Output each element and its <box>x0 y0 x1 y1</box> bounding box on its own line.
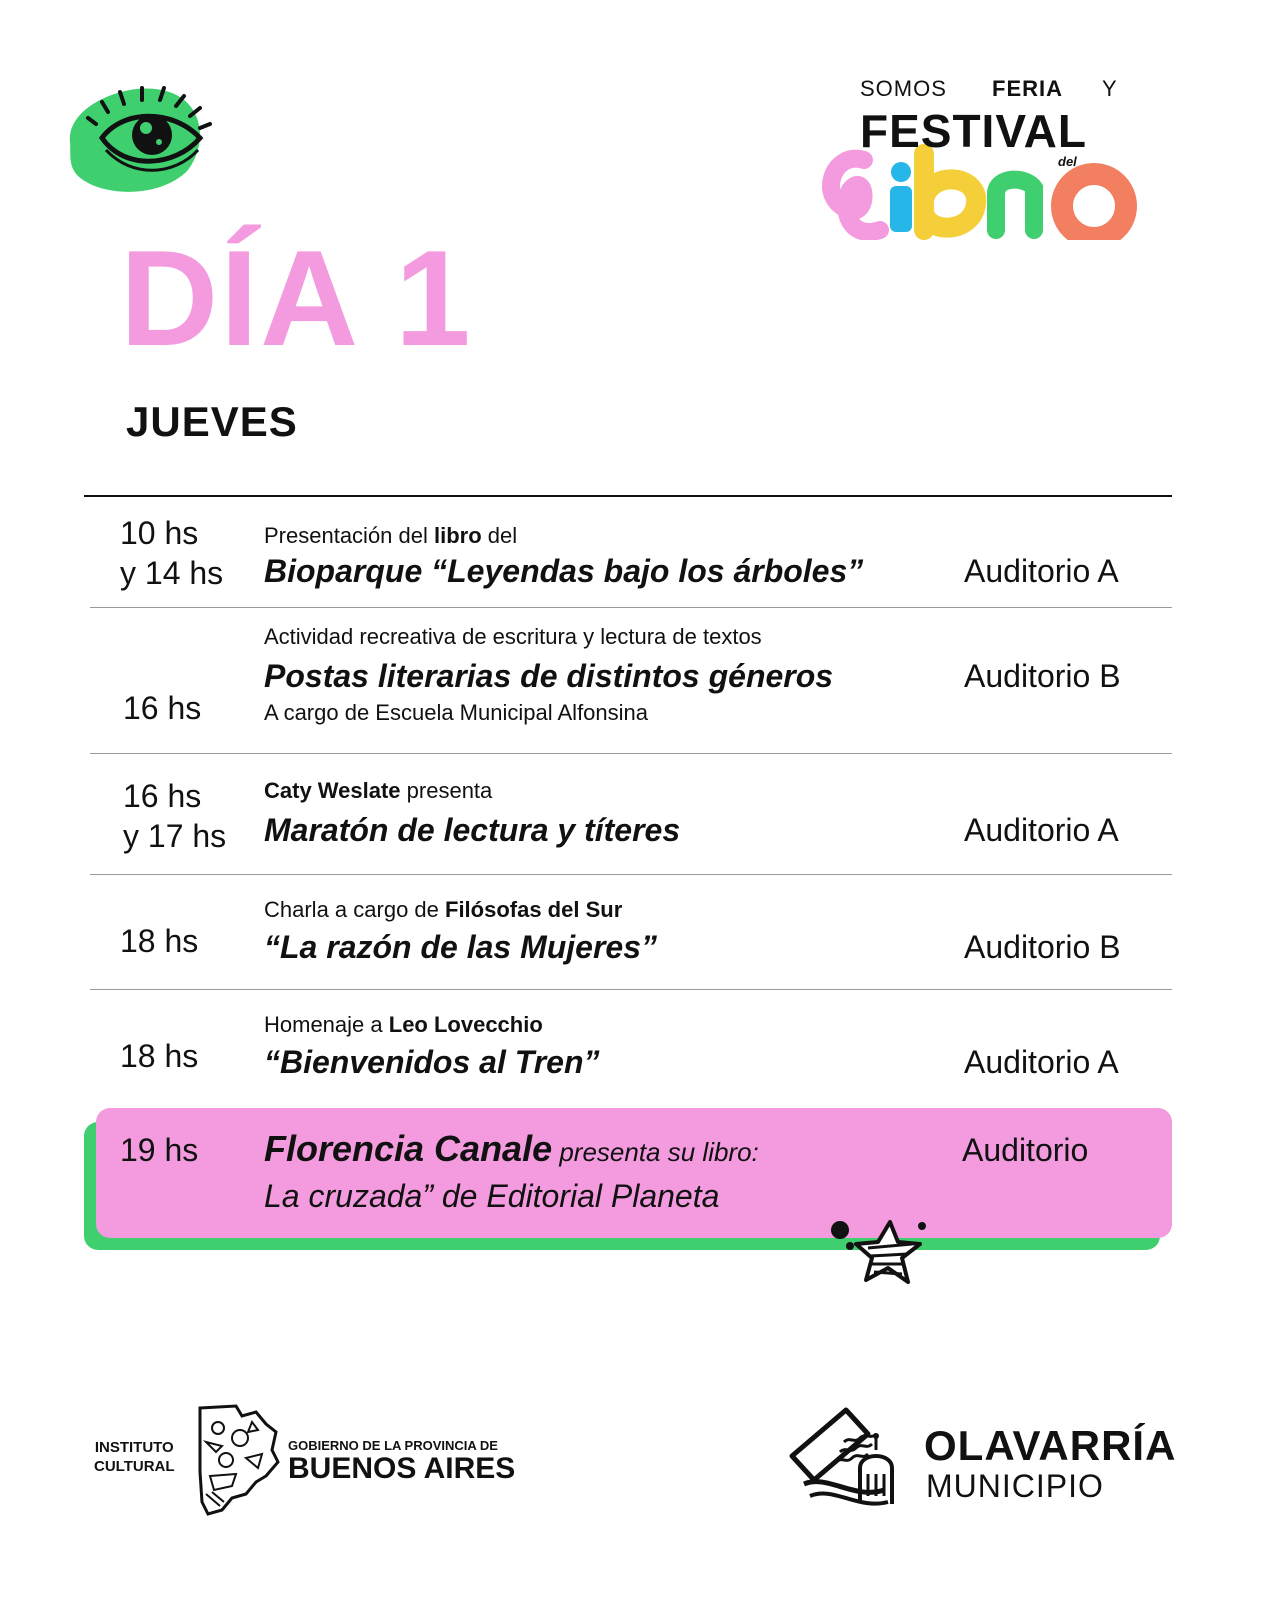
buenos-aires-label: BUENOS AIRES <box>288 1452 516 1485</box>
event-intro: Actividad recreativa de escritura y lectura de textos <box>264 624 762 649</box>
weekday: JUEVES <box>126 398 298 445</box>
logo-y: Y <box>1102 76 1117 101</box>
event-time: 18 hs <box>120 1038 199 1074</box>
event-time: 10 hs y 14 hs <box>120 515 224 591</box>
olavarria-label: OLAVARRÍA <box>924 1422 1177 1469</box>
event-intro: Caty Weslate presenta <box>264 778 493 803</box>
event-time: 16 hs <box>123 690 202 726</box>
event-venue: Auditorio B <box>964 658 1121 694</box>
event-venue: Auditorio A <box>964 812 1119 848</box>
event-time: 19 hs <box>120 1132 199 1168</box>
event-title: Florencia Canale presenta su libro: <box>264 1128 759 1169</box>
schedule-row <box>90 608 1172 753</box>
schedule-row <box>90 754 1172 874</box>
event-title: Postas literarias de distintos géneros <box>264 658 834 694</box>
festival-logo <box>820 70 1180 240</box>
event-venue: Auditorio A <box>964 553 1119 589</box>
event-organizer: A cargo de Escuela Municipal Alfonsina <box>264 700 649 725</box>
olavarria-emblem-icon <box>784 1404 914 1516</box>
event-intro: Presentación del libro del <box>264 523 518 548</box>
event-title: Bioparque “Leyendas bajo los árboles” <box>264 553 864 589</box>
logo-feria: FERIA <box>992 76 1063 101</box>
logo-somos: SOMOS <box>860 76 947 101</box>
event-title: “Bienvenidos al Tren” <box>264 1044 600 1080</box>
buenos-aires-map-icon <box>196 1402 280 1518</box>
eye-logo-icon <box>62 80 222 200</box>
event-venue: Auditorio <box>962 1132 1089 1168</box>
schedule-row <box>90 497 1172 607</box>
olavarria-logo <box>784 1400 1184 1520</box>
day-title: DÍA 1 <box>120 222 473 374</box>
event-venue: Auditorio A <box>964 1044 1119 1080</box>
event-intro: Homenaje a Leo Lovecchio <box>264 1012 543 1037</box>
municipio-label: MUNICIPIO <box>926 1468 1104 1504</box>
star-icon <box>826 1214 936 1290</box>
schedule-row <box>90 990 1172 1105</box>
event-venue: Auditorio B <box>964 929 1121 965</box>
event-title: “La razón de las Mujeres” <box>264 929 658 965</box>
gobierno-label: GOBIERNO DE LA PROVINCIA DE <box>288 1438 498 1453</box>
logo-del: del <box>1058 154 1077 169</box>
logo-festival: FESTIVAL <box>860 105 1087 157</box>
instituto-line2: CULTURAL <box>94 1458 175 1475</box>
instituto-line1: INSTITUTO <box>94 1439 174 1456</box>
highlight-event <box>96 1108 1172 1238</box>
event-title: Maratón de lectura y títeres <box>264 812 681 848</box>
instituto-cultural-logo <box>94 1400 514 1520</box>
schedule-row <box>90 875 1172 989</box>
event-time: 16 hs y 17 hs <box>123 778 227 854</box>
event-time: 18 hs <box>120 923 199 959</box>
book-title: La cruzada” de Editorial Planeta <box>264 1178 720 1214</box>
author-name: Florencia Canale <box>264 1128 553 1169</box>
event-intro: Charla a cargo de Filósofas del Sur <box>264 897 623 922</box>
